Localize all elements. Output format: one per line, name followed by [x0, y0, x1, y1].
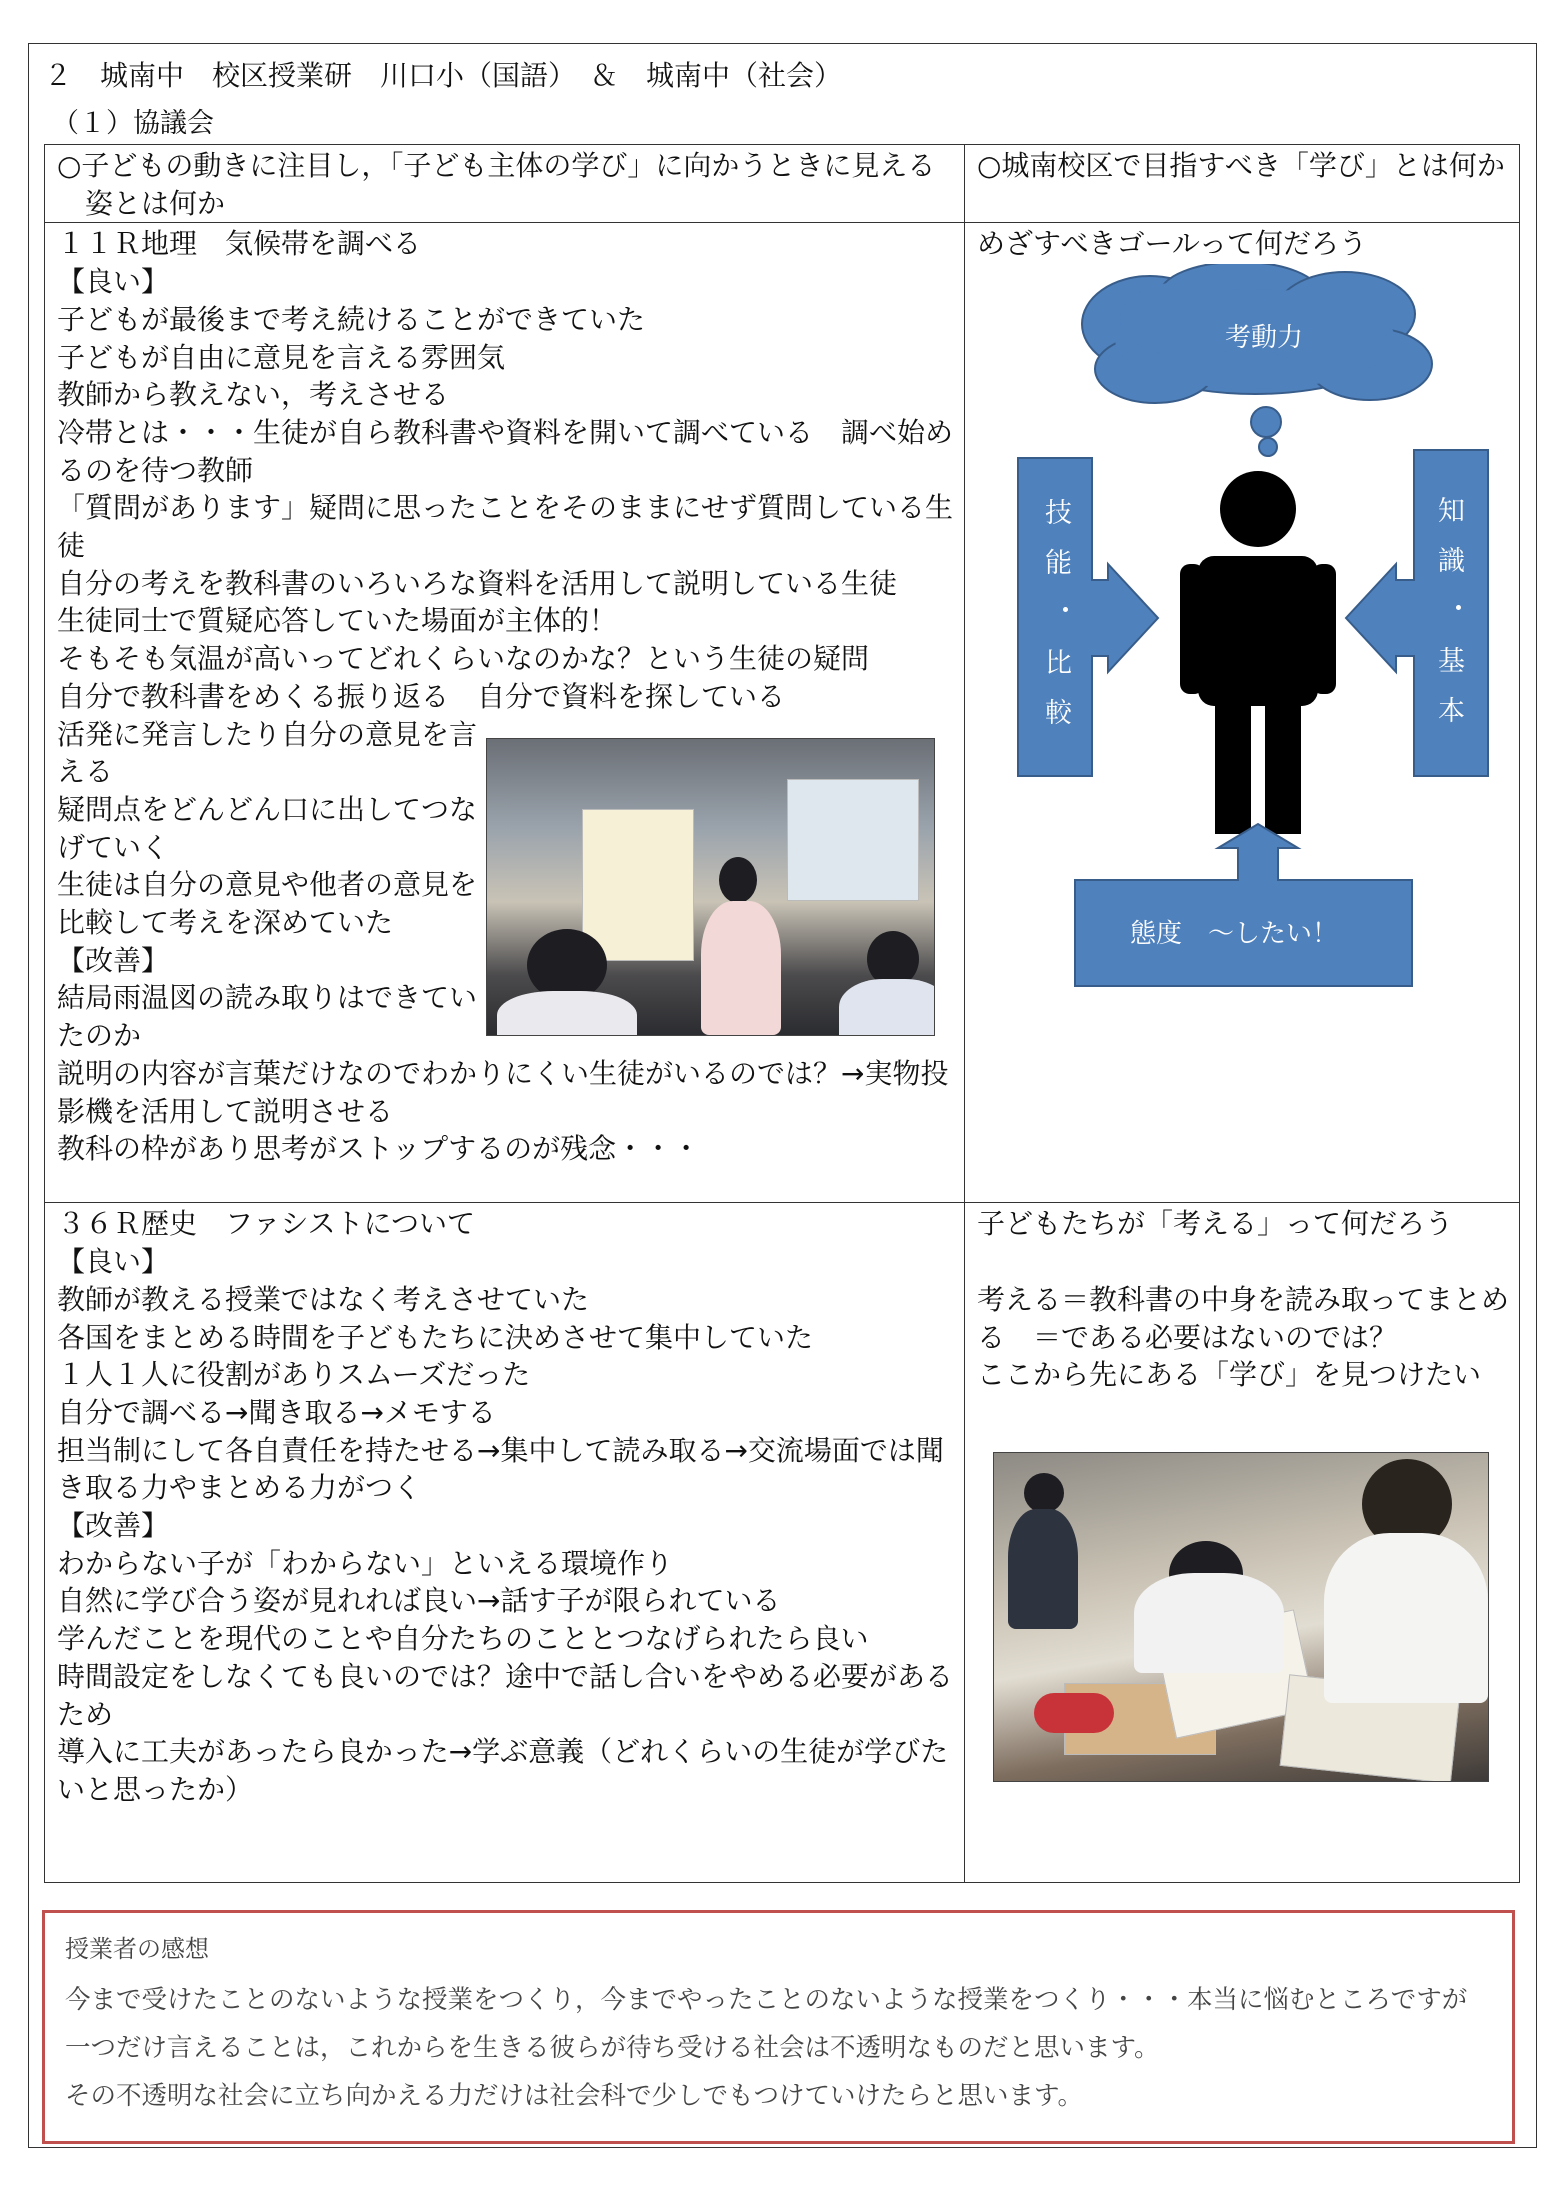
session1-good-item: 子どもが自由に意見を言える雰囲気 [57, 340, 506, 374]
photo-student-body [1008, 1509, 1078, 1629]
session1-good-item: 生徒は自分の意見や他者の意見を比較して考えを深めていた [57, 868, 478, 940]
session2-good-item: 担当制にして各自責任を持たせる→集中して読み取る→交流場面では聞き取る力やまとめる力がつく [57, 1433, 944, 1505]
left-arrow-char: ・ [1052, 596, 1079, 627]
think-item: 考える＝教科書の中身を読み取ってまとめる ＝である必要はないのでは？ [977, 1282, 1510, 1354]
session2-good-item: 自分で調べる→聞き取る→メモする [57, 1395, 496, 1429]
session2-improve-item: 導入に工夫があったら良かった→学ぶ意義（どれくらいの生徒が学びたいと思ったか） [57, 1735, 949, 1806]
bottom-arrow-label: 態度 ～したい！ [1130, 919, 1339, 949]
person-icon [1180, 471, 1336, 834]
session1-improve-item: 教科の枠があり思考がストップするのが残念・・・ [57, 1132, 701, 1166]
goal-title: めざすべきゴールって何だろう [977, 227, 1368, 261]
session1-good-item: 自分で教科書をめくる振り返る 自分で資料を探している [57, 679, 786, 713]
impression-title: 授業者の感想 [65, 1935, 209, 1963]
think-spacer [977, 1243, 1513, 1281]
classroom-photo-history [993, 1452, 1489, 1782]
right-arrow-char: ・ [1445, 594, 1472, 625]
classroom-photo-geography [486, 738, 935, 1036]
left-arrow-char: 技 [1045, 498, 1072, 529]
left-arrow-shape [1018, 458, 1158, 776]
session2-title: ３６Ｒ歴史 ファシストについて [57, 1207, 476, 1241]
photo-student-body [497, 991, 637, 1036]
session2-improve-item: 時間設定をしなくても良いのでは？途中で話し合いをやめる必要があるため [57, 1659, 954, 1731]
right-arrow-char: 知 [1438, 496, 1465, 527]
session1-good-item: 生徒同士で質疑応答していた場面が主体的！ [57, 604, 618, 638]
session2-improve-item: 自然に学び合う姿が見れれば良い→話す子が限られている [57, 1584, 781, 1618]
session1-good-item: 冷帯とは・・・生徒が自ら教科書や資料を開いて調べている 調べ始めるのを待つ教師 [57, 415, 954, 487]
session2-cell [45, 1203, 965, 1883]
page-title: ２ 城南中 校区授業研 川口小（国語） ＆ 城南中（社会） [44, 59, 843, 92]
think-title: 子どもたちが「考える」って何だろう [977, 1207, 1454, 1241]
session1-good-item: 疑問点をどんどん口に出してつなげていく [57, 792, 478, 864]
impression-text: 今まで受けたことのないような授業をつくり，今までやったことのないような授業をつくり・・・本当に悩むところですが一つだけ言えることは，これからを生きる彼らが待ち受ける社会は不透明なものだと思います。 [65, 1985, 1468, 2063]
session2-good-item: 各国をまとめる時間を子どもたちに決めさせて集中していた [57, 1320, 814, 1354]
left-arrow-char: 較 [1045, 698, 1072, 729]
session1-good-item: そもそも気温が高いってどれくらいなのかな？という生徒の疑問 [57, 642, 870, 676]
bottom-arrow-shape [1075, 824, 1412, 986]
thought-bubble [1251, 407, 1281, 437]
photo-student-body [1134, 1573, 1284, 1673]
goal-diagram [1000, 264, 1510, 1004]
session2-good-item: 教師が教える授業ではなく考えさせていた [57, 1282, 590, 1316]
right-arrow-char: 識 [1438, 546, 1465, 577]
teacher-impression-box [42, 1910, 1515, 2144]
left-arrow-char: 能 [1045, 548, 1072, 579]
thought-bubble [1259, 438, 1277, 456]
section-subtitle: （１）協議会 [52, 108, 214, 139]
session1-good-item: 教師から教えない，考えさせる [57, 378, 450, 412]
col1-header-cell [45, 145, 965, 223]
photo-window [787, 779, 919, 901]
left-arrow-char: 比 [1045, 648, 1072, 679]
col2-header: ○城南校区で目指すべき「学び」とは何か [977, 149, 1505, 182]
right-arrow-char: 基 [1438, 646, 1465, 677]
session2-good-item: １人１人に役割がありスムーズだった [57, 1358, 531, 1392]
photo-student-body [839, 979, 935, 1036]
think-item: ここから先にある「学び」を見つけたい [977, 1358, 1482, 1392]
photo-teacher-body [701, 901, 781, 1035]
session1-good-item: 子どもが最後まで考え続けることができていた [57, 302, 646, 336]
session2-improve-item: わからない子が「わからない」といえる環境作り [57, 1546, 674, 1580]
col2-header-cell [965, 145, 1520, 223]
photo-poster-board [582, 809, 694, 961]
col1-header: ○子どもの動きに注目し，「子ども主体の学び」に向かうときに見える姿とは何か [57, 149, 936, 220]
session1-improve-label: 【改善】 [57, 943, 170, 977]
session1-good-item: 自分の考えを教科書のいろいろな資料を活用して説明している生徒 [57, 566, 898, 600]
session1-improve-item: 説明の内容が言葉だけなのでわかりにくい生徒がいるのでは？→実物投影機を活用して説明させる [57, 1056, 949, 1128]
impression-text: その不透明な社会に立ち向かえる力だけは社会科で少しでもつけていけたらと思います。 [65, 2081, 1083, 2111]
session1-good-item: 「質問があります」疑問に思ったことをそのままにせず質問している生徒 [57, 491, 954, 563]
photo-pencil-case [1034, 1693, 1114, 1733]
session2-improve-item: 学んだことを現代のことや自分たちのこととつなげられたら良い [57, 1622, 869, 1656]
session1-good-item: 活発に発言したり自分の意見を言える [57, 717, 478, 789]
session1-improve-item: 結局雨温図の読み取りはできていたのか [57, 981, 478, 1053]
photo-student-body [1324, 1533, 1488, 1703]
photo-teacher-head [719, 857, 757, 903]
session2-improve-label: 【改善】 [57, 1509, 170, 1543]
right-arrow-char: 本 [1438, 696, 1465, 727]
session1-title: １１Ｒ地理 気候帯を調べる [57, 227, 422, 261]
cloud-label: 考動力 [1225, 323, 1304, 353]
session2-good-label: 【良い】 [57, 1245, 170, 1279]
session1-good-label: 【良い】 [57, 265, 170, 299]
session1-cell [45, 223, 965, 1203]
photo-student-head [1024, 1473, 1064, 1513]
